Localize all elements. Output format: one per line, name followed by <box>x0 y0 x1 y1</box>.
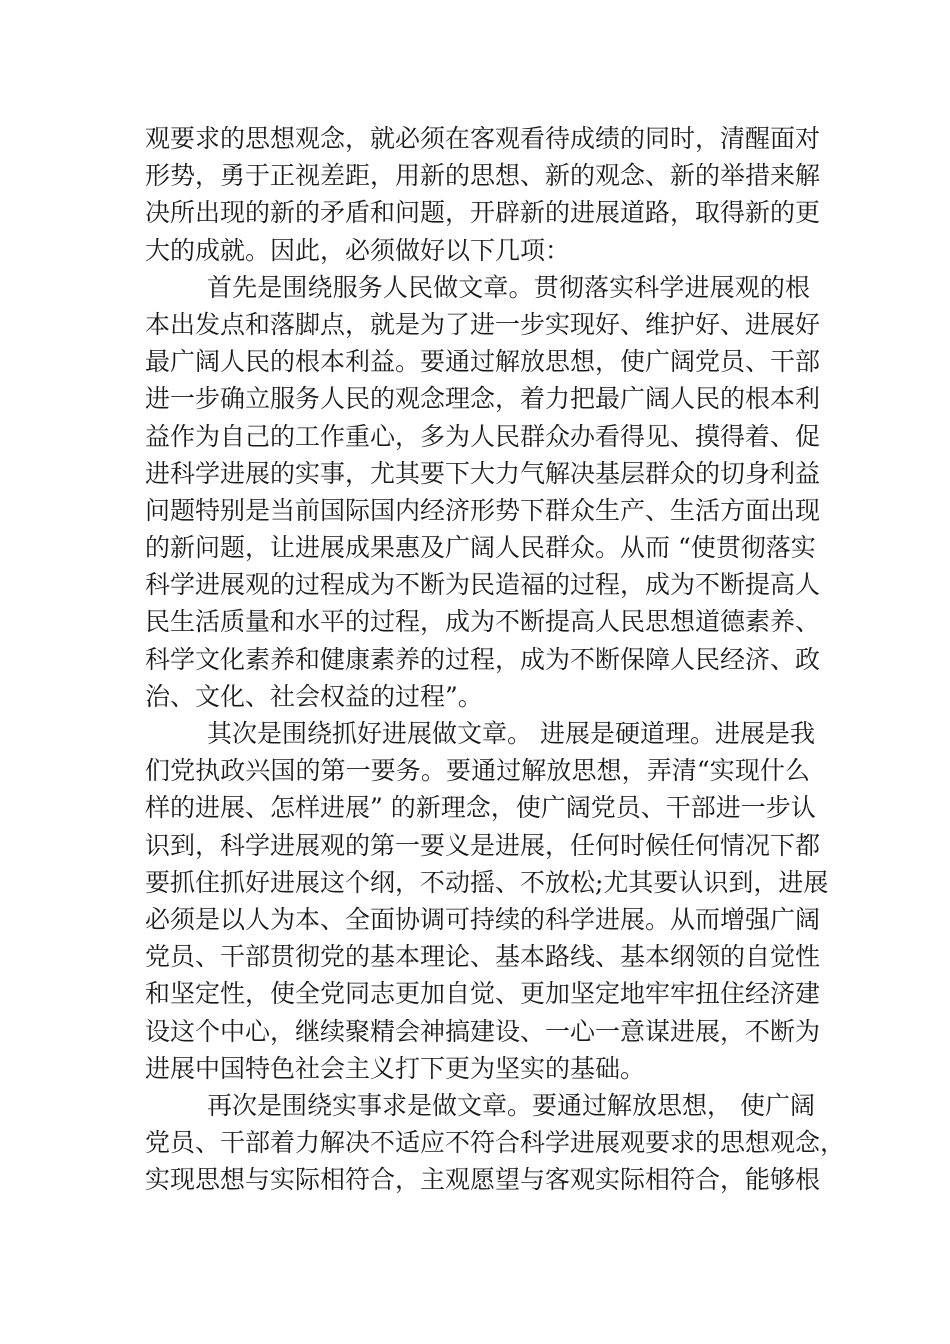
text-line: 问题特别是当前国际国内经济形势下群众生产、生活方面出现 <box>145 495 821 525</box>
text-line: 观要求的思想观念，就必须在客观看待成绩的同时，清醒面对 <box>145 124 821 153</box>
body-text <box>145 120 846 1198</box>
text-line: 进科学进展的实事，尤其要下大力气解决基层群众的切身利益 <box>145 458 821 488</box>
text-line: 和坚定性，使全党同志更加自觉、更加坚定地牢牢扭住经济建 <box>145 979 821 1009</box>
text-line: 设这个中心，继续聚精会神搞建设、一心一意谋进展，不断为 <box>145 1016 821 1046</box>
text-line: 党员、干部着力解决不适应不符合科学进展观要求的思想观念， <box>145 1128 846 1158</box>
text-line: 科学文化素养和健康素养的过程，成为不断保障人民经济、政 <box>145 644 821 674</box>
text-line: 决所出现的新的矛盾和问题，开辟新的进展道路，取得新的更 <box>145 198 821 228</box>
paragraph-first-line: 其次是围绕抓好进展做文章。 进展是硬道理。进展是我 <box>207 719 815 748</box>
text-line: 进一步确立服务人民的观念理念，着力把最广阔人民的根本利 <box>145 384 821 414</box>
text-line: 益作为自己的工作重心，多为人民群众办看得见、摸得着、促 <box>145 421 821 451</box>
text-line: 大的成就。因此，必须做好以下几项： <box>145 235 571 265</box>
paragraph-first-line: 再次是围绕实事求是做文章。要通过解放思想， 使广阔 <box>207 1090 815 1120</box>
paragraph-first-line: 首先是围绕服务人民做文章。贯彻落实科学进展观的根 <box>207 272 810 302</box>
text-line: 民生活质量和水平的过程，成为不断提高人民思想道德素养、 <box>145 607 821 637</box>
text-line: 的新问题，让进展成果惠及广阔人民群众。从而 “使贯彻落实 <box>145 533 816 563</box>
text-line: 治、文化、社会权益的过程”。 <box>145 681 483 711</box>
text-line: 最广阔人民的根本利益。要通过解放思想，使广阔党员、干部 <box>145 347 821 377</box>
text-line: 们党执政兴国的第一要务。要通过解放思想，弄清“实现什么 <box>145 756 810 786</box>
text-line: 实现思想与实际相符合，主观愿望与客观实际相符合，能够根 <box>145 1165 821 1195</box>
text-line: 本出发点和落脚点，就是为了进一步实现好、维护好、进展好 <box>145 309 821 339</box>
text-line: 形势，勇于正视差距，用新的思想、新的观念、新的举措来解 <box>145 161 821 191</box>
text-line: 识到，科学进展观的第一要义是进展，任何时候任何情况下都 <box>145 830 821 860</box>
text-line: 样的进展、怎样进展” 的新理念，使广阔党员、干部进一步认 <box>145 793 816 823</box>
text-line: 要抓住抓好进展这个纲，不动摇、不放松;尤其要认识到，进展 <box>145 867 829 897</box>
text-line: 进展中国特色社会主义打下更为坚实的基础。 <box>145 1053 646 1083</box>
text-line: 科学进展观的过程成为不断为民造福的过程，成为不断提高人 <box>145 570 821 600</box>
text-line: 必须是以人为本、全面协调可持续的科学进展。从而增强广阔 <box>145 904 821 934</box>
text-line: 党员、干部贯彻党的基本理论、基本路线、基本纲领的自觉性 <box>145 942 821 972</box>
